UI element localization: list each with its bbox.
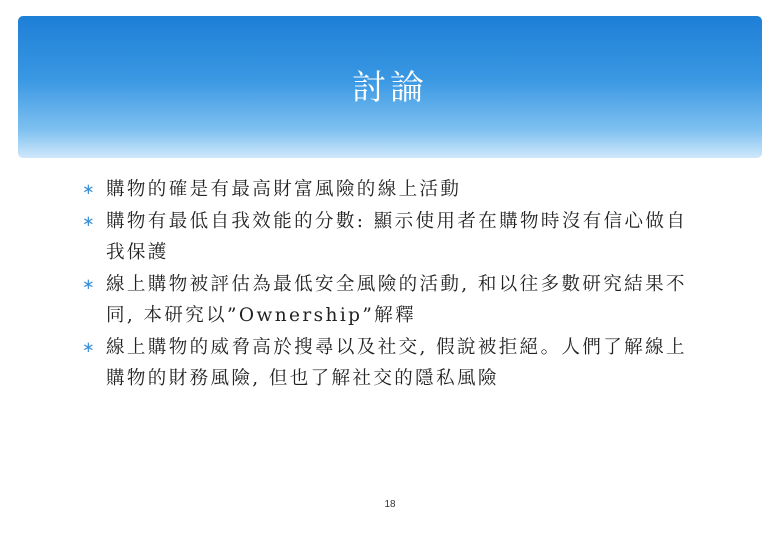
bullet-text: 線上購物被評估為最低安全風險的活動, 和以往多數研究結果不同, 本研究以”Ownership”解釋: [106, 273, 687, 326]
page-number: 18: [384, 499, 396, 510]
bullet-marker-icon: ∗: [82, 337, 97, 356]
slide-title: 討論: [352, 68, 428, 108]
bullet-marker-icon: ∗: [82, 211, 97, 230]
bullet-marker-icon: ∗: [82, 180, 97, 198]
bullet-text: 購物的確是有最高財富風險的線上活動: [106, 179, 462, 200]
bullet-text: 購物有最低自我效能的分數: 顯示使用者在購物時沒有信心做自我保護: [106, 210, 688, 263]
bullet-text: 線上購物的威脅高於搜尋以及社交, 假說被拒絕。人們了解線上購物的財務風險, 但也了解社交的隱私風險: [106, 336, 687, 389]
bullet-marker-icon: ∗: [82, 274, 97, 293]
bullet-item: [82, 206, 702, 269]
bullet-item: [82, 332, 702, 395]
bullet-item: [82, 174, 702, 206]
bullet-list: [82, 174, 702, 395]
bullet-item: [82, 269, 702, 332]
